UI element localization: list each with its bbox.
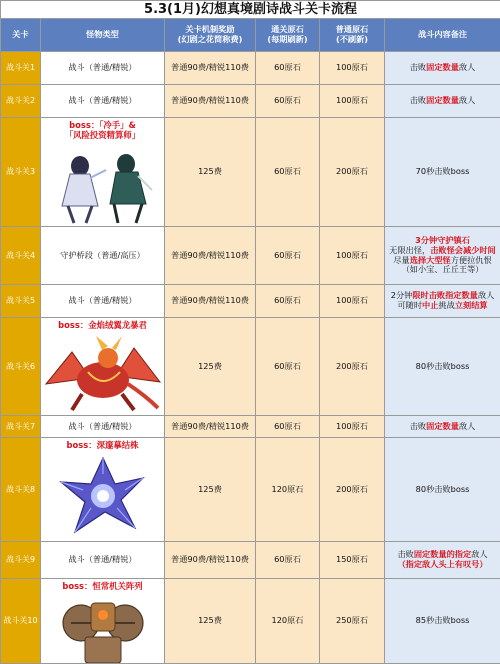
monster-type: 守护桥段（普通/高压） [41, 227, 165, 285]
battle-note [385, 285, 500, 318]
note-text: 尽量 [393, 255, 409, 265]
table-row [1, 542, 500, 579]
normal-primogem: 150原石 [320, 542, 385, 579]
header-normal: 普通原石 (不刷新) [320, 19, 385, 52]
note-text: 敌人 [471, 549, 487, 559]
normal-primogem: 200原石 [320, 118, 385, 227]
stage-name: 战斗关8 [1, 438, 41, 542]
boss-name: boss：「冷手」& 「风险投资精算师」 [41, 120, 164, 140]
stage-name: 战斗关7 [1, 416, 41, 438]
note-text: 70秒击败boss [416, 166, 470, 176]
note-text: 挑战 [438, 300, 454, 310]
pass-primogem: 60原石 [256, 285, 320, 318]
note-text: 固定数量 [426, 95, 459, 105]
table-row [1, 318, 500, 416]
note-text: 敌人 [459, 62, 475, 72]
table-row [1, 438, 500, 542]
table-row [1, 85, 500, 118]
boss-name: boss：深邃摹结株 [41, 440, 164, 450]
page-title: 5.3(1月)幻想真境剧诗战斗关卡流程 [1, 1, 500, 19]
reward-cell: 普通90费/精锐110费 [165, 85, 256, 118]
battle-note [385, 542, 500, 579]
note-text: 中止 [422, 300, 438, 310]
battle-note [385, 438, 500, 542]
battle-note [385, 227, 500, 285]
note-text: 固定数量 [426, 421, 459, 431]
monster-type: 战斗（普通/精锐） [41, 416, 165, 438]
reward-cell: 125费 [165, 318, 256, 416]
normal-primogem: 100原石 [320, 52, 385, 85]
pass-primogem: 120原石 [256, 438, 320, 542]
note-text: 固定数量的指定 [414, 549, 471, 559]
boss-portrait-automaton-array-icon [55, 593, 151, 664]
monster-type: 战斗（普通/精锐） [41, 285, 165, 318]
reward-cell: 普通90费/精锐110费 [165, 285, 256, 318]
reward-cell: 普通90费/精锐110费 [165, 52, 256, 85]
note-text: 击败 [410, 421, 426, 431]
boss-portrait-cold-hand-icon [48, 144, 158, 224]
boss-cell [41, 579, 165, 664]
note-text: 80秒击败boss [416, 484, 470, 494]
stage-name: 战斗关10 [1, 579, 41, 664]
table-row [1, 52, 500, 85]
note-text: 击败 [397, 549, 413, 559]
reward-cell: 125费 [165, 579, 256, 664]
pass-primogem: 60原石 [256, 318, 320, 416]
reward-cell: 普通90费/精锐110费 [165, 227, 256, 285]
battle-note [385, 318, 500, 416]
table-row [1, 285, 500, 318]
normal-primogem: 100原石 [320, 85, 385, 118]
monster-type: 战斗（普通/精锐） [41, 85, 165, 118]
battle-note [385, 52, 500, 85]
stage-name: 战斗关5 [1, 285, 41, 318]
note-text: 85秒击败boss [416, 615, 470, 625]
table-row [1, 416, 500, 438]
note-text: 方便拉仇恨 [451, 255, 492, 265]
pass-primogem: 60原石 [256, 52, 320, 85]
note-text: 敌人 [459, 95, 475, 105]
note-text: 击败 [410, 95, 426, 105]
normal-primogem: 100原石 [320, 416, 385, 438]
note-text: 限时击败指定数量 [412, 290, 478, 300]
boss-portrait-abyssal-crystal-icon [55, 454, 151, 538]
normal-primogem: 200原石 [320, 318, 385, 416]
boss-name: boss：金焰绒翼龙暴君 [41, 320, 164, 330]
table-row [1, 227, 500, 285]
pass-primogem: 60原石 [256, 416, 320, 438]
reward-cell: 普通90费/精锐110费 [165, 542, 256, 579]
header-monster: 怪物类型 [41, 19, 165, 52]
note-text: 击败 [410, 62, 426, 72]
stage-rows [1, 52, 500, 664]
note-text: 敌人 [459, 421, 475, 431]
note-text: （指定敌人头上有叹号） [397, 559, 487, 569]
pass-primogem: 60原石 [256, 227, 320, 285]
stage-name: 战斗关1 [1, 52, 41, 85]
pass-primogem: 120原石 [256, 579, 320, 664]
note-text: 3分钟守护镇石 [415, 235, 470, 245]
note-text: 80秒击败boss [416, 361, 470, 371]
note-text: （如小宝、丘丘王等） [402, 264, 484, 274]
note-text: 击败怪会减少时间 [430, 245, 496, 255]
boss-cell [41, 318, 165, 416]
header-reward: 关卡机制奖励 (幻剧之花简称费) [165, 19, 256, 52]
stage-name: 战斗关9 [1, 542, 41, 579]
note-text: 敌人 [478, 290, 494, 300]
note-text: 选择大型怪 [410, 255, 451, 265]
note-text: 固定数量 [426, 62, 459, 72]
boss-cell [41, 118, 165, 227]
table-row [1, 118, 500, 227]
stage-name: 战斗关6 [1, 318, 41, 416]
note-text: 2分钟 [391, 290, 413, 300]
normal-primogem: 250原石 [320, 579, 385, 664]
monster-type: 战斗（普通/精锐） [41, 52, 165, 85]
note-text: 可随时 [397, 300, 422, 310]
header-pass: 通关原石 (每期刷新) [256, 19, 320, 52]
stage-name: 战斗关3 [1, 118, 41, 227]
normal-primogem: 100原石 [320, 227, 385, 285]
pass-primogem: 60原石 [256, 542, 320, 579]
battle-note [385, 416, 500, 438]
stage-name: 战斗关4 [1, 227, 41, 285]
battle-note [385, 118, 500, 227]
normal-primogem: 100原石 [320, 285, 385, 318]
boss-name: boss：恒常机关阵列 [41, 581, 164, 591]
reward-cell: 125费 [165, 118, 256, 227]
reward-cell: 125费 [165, 438, 256, 542]
battle-note [385, 85, 500, 118]
reward-cell: 普通90费/精锐110费 [165, 416, 256, 438]
header-stage: 关卡 [1, 19, 41, 52]
table-row [1, 579, 500, 664]
stage-name: 战斗关2 [1, 85, 41, 118]
header-note: 战斗内容备注 [385, 19, 500, 52]
pass-primogem: 60原石 [256, 85, 320, 118]
normal-primogem: 200原石 [320, 438, 385, 542]
note-text: 立刻结算 [455, 300, 488, 310]
monster-type: 战斗（普通/精锐） [41, 542, 165, 579]
note-text: 无限出怪， [389, 245, 430, 255]
boss-cell [41, 438, 165, 542]
boss-portrait-tyrant-dragon-icon [42, 334, 164, 414]
pass-primogem: 60原石 [256, 118, 320, 227]
battle-note [385, 579, 500, 664]
